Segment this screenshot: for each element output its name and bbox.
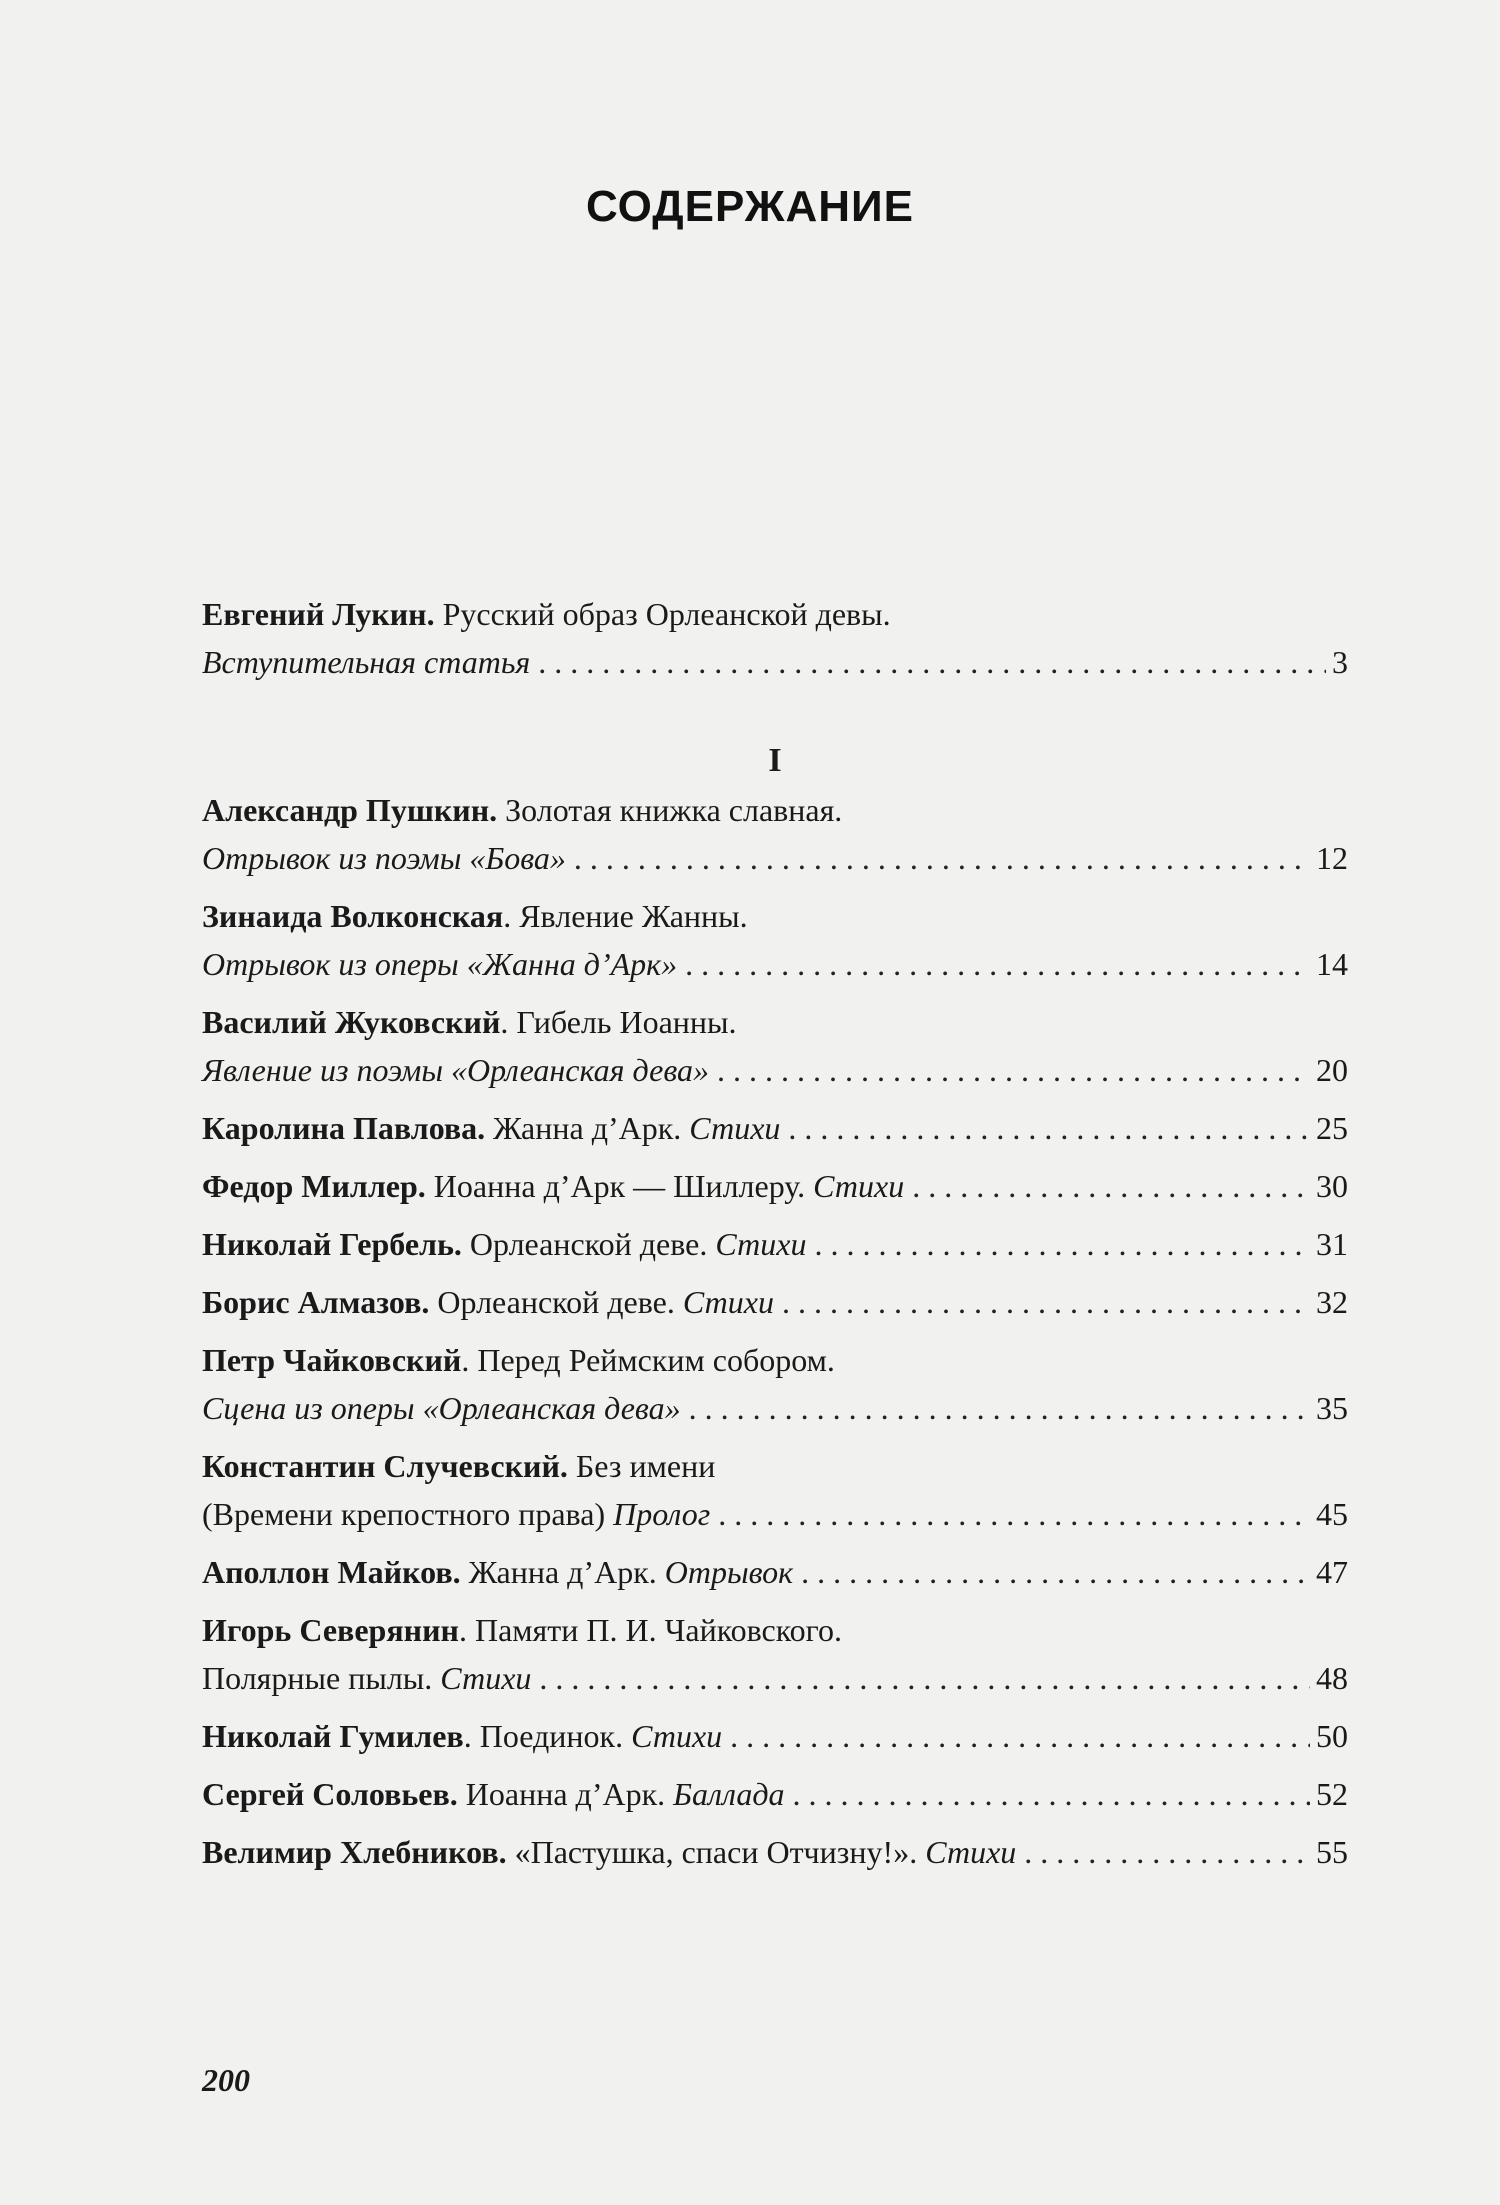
toc-title: Орлеанской деве.	[429, 1284, 683, 1320]
toc-page-number: 14	[1316, 946, 1348, 982]
toc-entry	[202, 1284, 1348, 1332]
toc-author: Велимир Хлебников.	[202, 1834, 507, 1870]
toc-entry	[202, 792, 1348, 888]
toc-entry	[202, 1168, 1348, 1216]
toc-page-number: 48	[1316, 1660, 1348, 1696]
page-number: 200	[202, 2062, 250, 2098]
toc-title: Жанна д’Арк.	[460, 1554, 665, 1590]
toc-page-number: 3	[1332, 644, 1348, 680]
toc-page-number: 45	[1316, 1496, 1348, 1532]
toc-page-number: 55	[1316, 1834, 1348, 1870]
toc-page-number: 47	[1316, 1554, 1348, 1590]
toc-author: Аполлон Майков.	[202, 1554, 461, 1590]
toc-leader	[912, 1168, 1310, 1205]
toc-leader	[782, 1284, 1310, 1321]
toc-title: «Пастушка, спаси Отчизну!».	[506, 1834, 926, 1870]
toc-author: Сергей Соловьев.	[202, 1776, 458, 1812]
toc-subtitle: Вступительная статья	[202, 644, 531, 680]
toc-page-number: 30	[1316, 1168, 1348, 1204]
toc-leader	[788, 1110, 1310, 1147]
toc-title: . Явление Жанны.	[503, 898, 748, 934]
toc-title: Иоанна д’Арк — Шиллеру.	[425, 1168, 814, 1204]
toc-subtitle: (Времени крепостного права)	[202, 1496, 614, 1532]
toc-leader	[539, 1660, 1310, 1697]
toc-genre: Стихи	[682, 1284, 774, 1320]
toc-title: Золотая книжка славная.	[497, 792, 843, 828]
toc-leader	[814, 1226, 1310, 1263]
toc-author: Николай Гумилев	[202, 1718, 464, 1754]
section-numeral: I	[768, 742, 782, 779]
toc-title: Без имени	[567, 1448, 716, 1484]
toc-subtitle: Явление из поэмы «Орлеанская дева»	[202, 1052, 709, 1088]
toc-entry	[202, 1226, 1348, 1274]
toc-title: Орлеанской деве.	[461, 1226, 716, 1262]
toc-page-number: 31	[1316, 1226, 1348, 1262]
page-title: СОДЕРЖАНИЕ	[585, 182, 915, 231]
toc-subtitle: Сцена из оперы «Орлеанская дева»	[202, 1390, 681, 1426]
toc-subtitle: Полярные пылы.	[202, 1660, 441, 1696]
toc-entry	[202, 1448, 1348, 1544]
toc-entry	[202, 1834, 1348, 1882]
toc-page-number: 20	[1316, 1052, 1348, 1088]
toc-title: Жанна д’Арк.	[485, 1110, 690, 1146]
toc-entry	[202, 1110, 1348, 1158]
toc-entries-list	[202, 792, 1348, 1882]
toc-genre: Стихи	[689, 1110, 781, 1146]
toc-leader	[574, 840, 1310, 877]
toc-entry-intro	[202, 596, 1348, 692]
toc-author: Евгений Лукин.	[202, 596, 435, 632]
toc-title: Русский образ Орлеанской девы.	[434, 596, 891, 632]
toc-genre: Стихи	[631, 1718, 723, 1754]
toc-leader	[538, 644, 1326, 681]
toc-leader	[717, 1052, 1310, 1089]
toc-title: . Гибель Иоанны.	[500, 1004, 737, 1040]
toc-entry	[202, 1612, 1348, 1708]
toc-page-number: 25	[1316, 1110, 1348, 1146]
toc-author: Петр Чайковский	[202, 1342, 462, 1378]
toc-title: Иоанна д’Арк.	[457, 1776, 674, 1812]
toc-subtitle: Отрывок из поэмы «Бова»	[202, 840, 566, 876]
toc-leader	[718, 1496, 1310, 1533]
toc-genre: Пролог	[613, 1496, 711, 1532]
toc-leader	[793, 1776, 1311, 1813]
toc-page-number: 32	[1316, 1284, 1348, 1320]
toc-author: Василий Жуковский	[202, 1004, 501, 1040]
table-of-contents	[202, 596, 1348, 1892]
toc-author: Борис Алмазов.	[202, 1284, 430, 1320]
toc-entry	[202, 898, 1348, 994]
toc-genre: Баллада	[673, 1776, 785, 1812]
toc-genre: Отрывок	[664, 1554, 794, 1590]
toc-author: Зинаида Волконская	[202, 898, 504, 934]
toc-title: . Памяти П. И. Чайковского.	[458, 1612, 842, 1648]
toc-genre: Стихи	[813, 1168, 905, 1204]
toc-author: Игорь Северянин	[202, 1612, 459, 1648]
toc-leader	[689, 1390, 1310, 1427]
toc-author: Александр Пушкин.	[202, 792, 498, 828]
toc-page-number: 35	[1316, 1390, 1348, 1426]
toc-entry	[202, 1776, 1348, 1824]
toc-genre: Стихи	[925, 1834, 1017, 1870]
toc-genre: Стихи	[715, 1226, 807, 1262]
toc-leader	[685, 946, 1310, 983]
toc-leader	[1024, 1834, 1310, 1871]
toc-genre: Стихи	[440, 1660, 532, 1696]
toc-title: . Поединок.	[463, 1718, 632, 1754]
toc-page-number: 50	[1316, 1718, 1348, 1754]
toc-author: Федор Миллер.	[202, 1168, 426, 1204]
toc-author: Николай Гербель.	[202, 1226, 462, 1262]
toc-entry	[202, 1554, 1348, 1602]
toc-page-number: 12	[1316, 840, 1348, 876]
toc-entry	[202, 1342, 1348, 1438]
toc-leader	[730, 1718, 1310, 1755]
toc-entry	[202, 1718, 1348, 1766]
toc-author: Каролина Павлова.	[202, 1110, 486, 1146]
toc-leader	[801, 1554, 1310, 1591]
toc-title: . Перед Реймским собором.	[461, 1342, 835, 1378]
toc-author: Константин Случевский.	[202, 1448, 568, 1484]
toc-page-number: 52	[1316, 1776, 1348, 1812]
toc-subtitle: Отрывок из оперы «Жанна д’Арк»	[202, 946, 678, 982]
toc-entry	[202, 1004, 1348, 1100]
